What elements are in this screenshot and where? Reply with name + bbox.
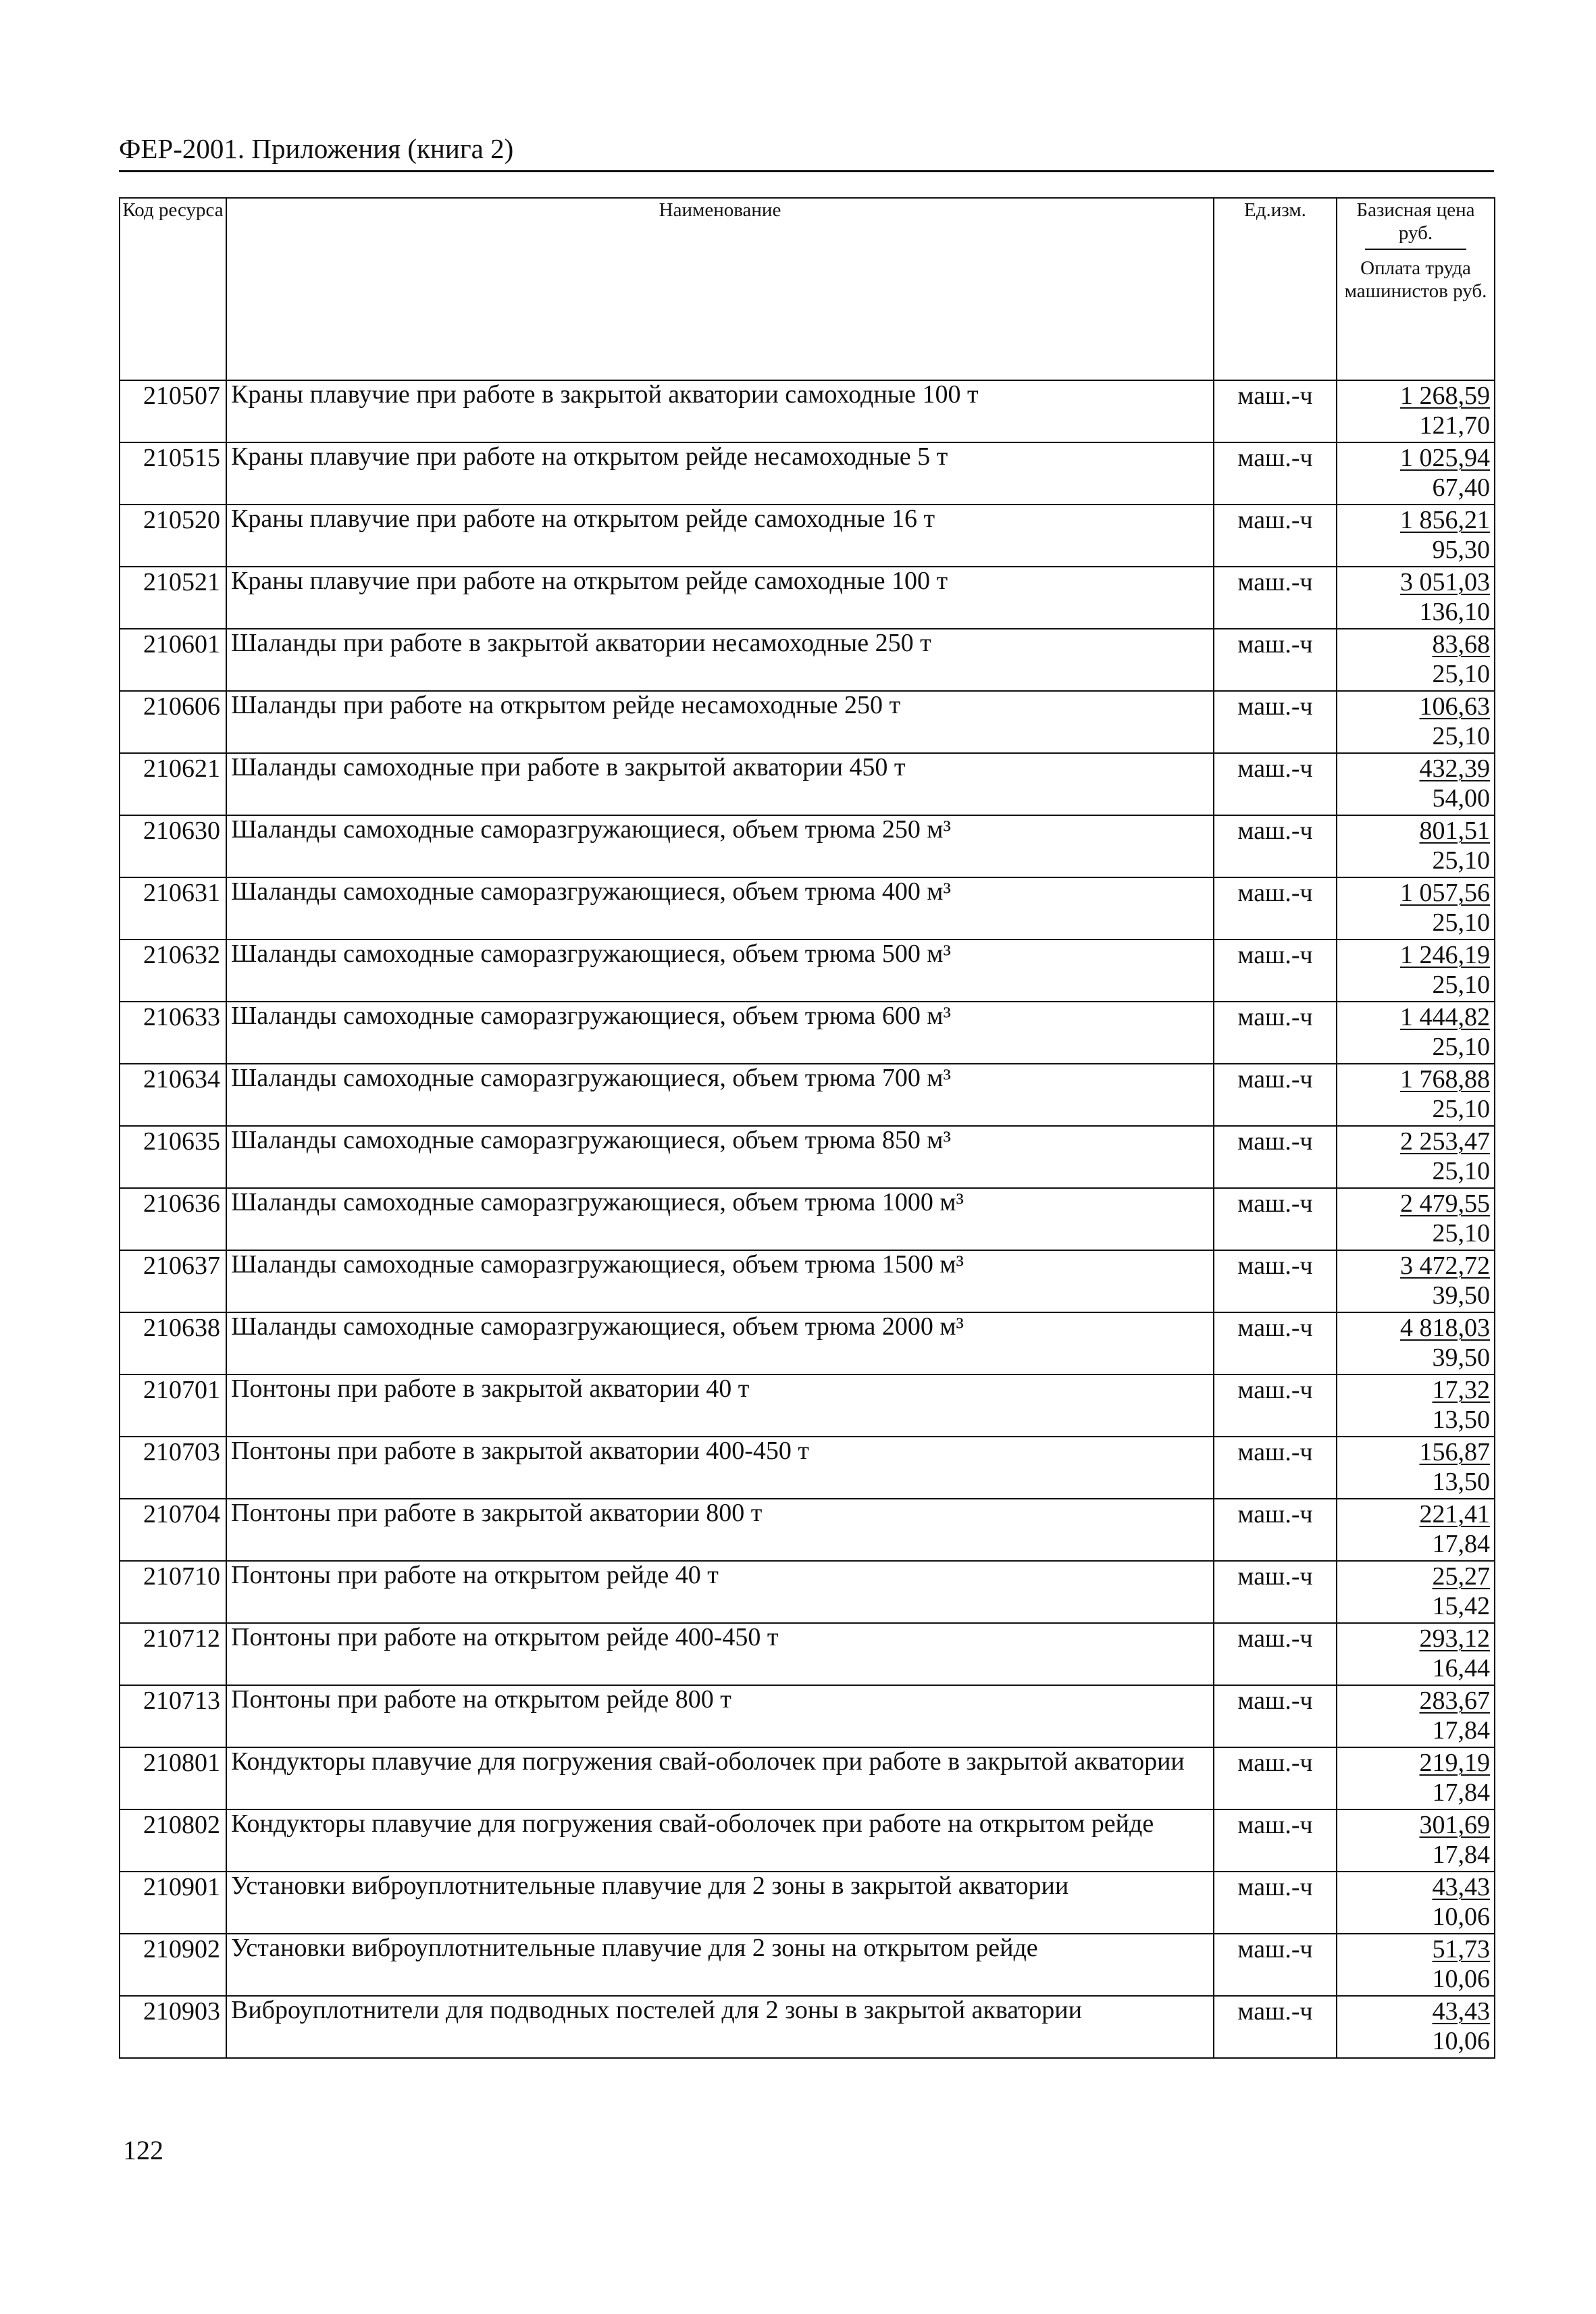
operator-labor-cost: 25,10 [1432, 722, 1490, 750]
table-row [120, 1685, 1495, 1747]
resource-name: Краны плавучие при работе в закрытой акватории самоходные 100 т [226, 380, 1214, 442]
base-price: 4 818,03 [1400, 1314, 1490, 1342]
resource-code: 210636 [120, 1188, 226, 1250]
base-price: 25,27 [1432, 1562, 1490, 1591]
resource-code: 210637 [120, 1250, 226, 1312]
resource-name: Шаланды при работе в закрытой акватории несамоходные 250 т [226, 629, 1214, 691]
operator-labor-cost: 25,10 [1432, 908, 1490, 937]
base-price: 1 246,19 [1400, 941, 1490, 969]
operator-labor-cost: 25,10 [1432, 1095, 1490, 1123]
operator-labor-cost: 17,84 [1432, 1778, 1490, 1807]
price-cell [1337, 1437, 1495, 1499]
resource-code: 210633 [120, 1002, 226, 1064]
base-price: 3 051,03 [1400, 568, 1490, 596]
table-row [120, 380, 1495, 442]
price-cell [1337, 442, 1495, 505]
table-body [120, 380, 1495, 2058]
base-price: 1 768,88 [1400, 1065, 1490, 1094]
table-row [120, 691, 1495, 753]
base-price: 301,69 [1419, 1811, 1490, 1839]
column-header-code: Код ресурса [120, 198, 226, 380]
price-cell [1337, 1188, 1495, 1250]
resource-code: 210704 [120, 1499, 226, 1561]
base-price: 432,39 [1419, 754, 1490, 783]
header-rule [119, 170, 1494, 172]
resource-code: 210703 [120, 1437, 226, 1499]
column-header-base-price: Базисная цена руб. [1356, 199, 1475, 244]
resource-code: 210621 [120, 753, 226, 815]
resource-name: Кондукторы плавучие для погружения свай-оболочек при работе на открытом рейде [226, 1809, 1214, 1872]
base-price: 156,87 [1419, 1438, 1490, 1466]
resource-unit: маш.-ч [1214, 1374, 1337, 1437]
base-price: 1 025,94 [1400, 444, 1490, 472]
resource-code: 210710 [120, 1561, 226, 1623]
resource-code: 210521 [120, 567, 226, 629]
table-row [120, 1250, 1495, 1312]
base-price: 3 472,72 [1400, 1252, 1490, 1280]
resource-code: 210507 [120, 380, 226, 442]
column-header-divider [1365, 249, 1466, 250]
resource-name: Понтоны при работе на открытом рейде 400-450 т [226, 1623, 1214, 1685]
operator-labor-cost: 10,06 [1432, 2027, 1490, 2055]
operator-labor-cost: 25,10 [1432, 1219, 1490, 1248]
resource-unit: маш.-ч [1214, 442, 1337, 505]
running-head: ФЕР-2001. Приложения (книга 2) [119, 133, 514, 164]
base-price: 43,43 [1432, 1997, 1490, 2026]
operator-labor-cost: 16,44 [1432, 1654, 1490, 1682]
resource-code: 210631 [120, 877, 226, 940]
resource-name: Понтоны при работе на открытом рейде 40 т [226, 1561, 1214, 1623]
price-cell [1337, 940, 1495, 1002]
base-price: 83,68 [1432, 630, 1490, 659]
resource-name: Шаланды самоходные саморазгружающиеся, объем трюма 1500 м³ [226, 1250, 1214, 1312]
resource-unit: маш.-ч [1214, 1872, 1337, 1934]
operator-labor-cost: 39,50 [1432, 1281, 1490, 1310]
base-price: 1 856,21 [1400, 506, 1490, 534]
operator-labor-cost: 136,10 [1419, 598, 1490, 626]
price-cell [1337, 505, 1495, 567]
resource-name: Краны плавучие при работе на открытом рейде самоходные 100 т [226, 567, 1214, 629]
price-cell [1337, 877, 1495, 940]
resource-name: Краны плавучие при работе на открытом рейде самоходные 16 т [226, 505, 1214, 567]
resource-code: 210606 [120, 691, 226, 753]
resource-unit: маш.-ч [1214, 629, 1337, 691]
table-row [120, 1374, 1495, 1437]
resource-name: Шаланды самоходные саморазгружающиеся, объем трюма 400 м³ [226, 877, 1214, 940]
operator-labor-cost: 17,84 [1432, 1530, 1490, 1558]
table-row [120, 1934, 1495, 1996]
resource-code: 210903 [120, 1996, 226, 2058]
price-cell [1337, 1623, 1495, 1685]
resource-unit: маш.-ч [1214, 1996, 1337, 2058]
price-cell [1337, 1002, 1495, 1064]
resource-unit: маш.-ч [1214, 1934, 1337, 1996]
base-price: 17,32 [1432, 1376, 1490, 1404]
price-cell [1337, 1809, 1495, 1872]
resource-unit: маш.-ч [1214, 691, 1337, 753]
resource-name: Шаланды самоходные саморазгружающиеся, объем трюма 500 м³ [226, 940, 1214, 1002]
resource-unit: маш.-ч [1214, 815, 1337, 877]
resource-code: 210601 [120, 629, 226, 691]
price-cell [1337, 567, 1495, 629]
resource-unit: маш.-ч [1214, 1623, 1337, 1685]
resource-name: Установки виброуплотнительные плавучие для 2 зоны на открытом рейде [226, 1934, 1214, 1996]
base-price: 221,41 [1419, 1500, 1490, 1528]
base-price: 43,43 [1432, 1873, 1490, 1901]
resource-unit: маш.-ч [1214, 1312, 1337, 1374]
price-cell [1337, 1499, 1495, 1561]
resource-name: Понтоны при работе в закрытой акватории 800 т [226, 1499, 1214, 1561]
resource-code: 210634 [120, 1064, 226, 1126]
operator-labor-cost: 17,84 [1432, 1841, 1490, 1869]
table-row [120, 1809, 1495, 1872]
resource-code: 210520 [120, 505, 226, 567]
resource-unit: маш.-ч [1214, 1747, 1337, 1809]
table-row [120, 1499, 1495, 1561]
base-price: 2 253,47 [1400, 1127, 1490, 1156]
resource-name: Шаланды самоходные саморазгружающиеся, объем трюма 850 м³ [226, 1126, 1214, 1188]
resource-code: 210632 [120, 940, 226, 1002]
resource-name: Шаланды самоходные саморазгружающиеся, объем трюма 700 м³ [226, 1064, 1214, 1126]
table-row [120, 1747, 1495, 1809]
resource-name: Кондукторы плавучие для погружения свай-оболочек при работе в закрытой акватории [226, 1747, 1214, 1809]
price-cell [1337, 1996, 1495, 2058]
price-cell [1337, 1934, 1495, 1996]
page-number: 122 [123, 2135, 163, 2165]
operator-labor-cost: 17,84 [1432, 1716, 1490, 1745]
table-row [120, 1126, 1495, 1188]
resource-code: 210802 [120, 1809, 226, 1872]
operator-labor-cost: 95,30 [1432, 536, 1490, 564]
price-cell [1337, 1685, 1495, 1747]
price-cell [1337, 1747, 1495, 1809]
operator-labor-cost: 25,10 [1432, 1157, 1490, 1185]
resource-unit: маш.-ч [1214, 877, 1337, 940]
price-cell [1337, 753, 1495, 815]
price-cell [1337, 629, 1495, 691]
operator-labor-cost: 25,10 [1432, 1033, 1490, 1061]
resource-unit: маш.-ч [1214, 753, 1337, 815]
table-row [120, 442, 1495, 505]
base-price: 219,19 [1419, 1749, 1490, 1777]
resource-unit: маш.-ч [1214, 1561, 1337, 1623]
base-price: 801,51 [1419, 817, 1490, 845]
price-cell [1337, 815, 1495, 877]
resource-unit: маш.-ч [1214, 1188, 1337, 1250]
table-row [120, 567, 1495, 629]
base-price: 2 479,55 [1400, 1189, 1490, 1218]
table-row [120, 753, 1495, 815]
operator-labor-cost: 54,00 [1432, 784, 1490, 813]
price-cell [1337, 691, 1495, 753]
price-cell [1337, 380, 1495, 442]
resource-name: Понтоны при работе в закрытой акватории 400-450 т [226, 1437, 1214, 1499]
resource-unit: маш.-ч [1214, 567, 1337, 629]
resource-unit: маш.-ч [1214, 1126, 1337, 1188]
table-row [120, 1623, 1495, 1685]
column-header-price [1337, 198, 1495, 380]
resource-code: 210712 [120, 1623, 226, 1685]
resource-code: 210638 [120, 1312, 226, 1374]
table-row [120, 1312, 1495, 1374]
resource-unit: маш.-ч [1214, 1499, 1337, 1561]
price-cell [1337, 1250, 1495, 1312]
resource-code: 210901 [120, 1872, 226, 1934]
table-row [120, 1188, 1495, 1250]
price-cell [1337, 1561, 1495, 1623]
resource-unit: маш.-ч [1214, 1002, 1337, 1064]
price-cell [1337, 1064, 1495, 1126]
base-price: 106,63 [1419, 692, 1490, 721]
price-cell [1337, 1312, 1495, 1374]
table-row [120, 877, 1495, 940]
base-price: 1 444,82 [1400, 1003, 1490, 1031]
operator-labor-cost: 10,06 [1432, 1903, 1490, 1931]
resource-name: Шаланды самоходные саморазгружающиеся, объем трюма 600 м³ [226, 1002, 1214, 1064]
table-row [120, 1064, 1495, 1126]
column-header-unit: Ед.изм. [1214, 198, 1337, 380]
resource-unit: маш.-ч [1214, 505, 1337, 567]
table-row [120, 1437, 1495, 1499]
table-row [120, 1996, 1495, 2058]
resource-unit: маш.-ч [1214, 1064, 1337, 1126]
price-cell [1337, 1374, 1495, 1437]
column-header-name: Наименование [226, 198, 1214, 380]
operator-labor-cost: 13,50 [1432, 1468, 1490, 1496]
base-price: 283,67 [1419, 1687, 1490, 1715]
resource-unit: маш.-ч [1214, 1685, 1337, 1747]
table-row [120, 1002, 1495, 1064]
resource-code: 210515 [120, 442, 226, 505]
resource-code: 210713 [120, 1685, 226, 1747]
price-cell [1337, 1872, 1495, 1934]
resource-name: Шаланды самоходные саморазгружающиеся, объем трюма 250 м³ [226, 815, 1214, 877]
table-row [120, 505, 1495, 567]
resource-unit: маш.-ч [1214, 1437, 1337, 1499]
resource-code: 210630 [120, 815, 226, 877]
resource-code: 210701 [120, 1374, 226, 1437]
base-price: 1 268,59 [1400, 382, 1490, 410]
resource-code: 210635 [120, 1126, 226, 1188]
resource-table [119, 197, 1495, 2059]
operator-labor-cost: 121,70 [1419, 411, 1490, 440]
operator-labor-cost: 67,40 [1432, 473, 1490, 502]
base-price: 51,73 [1432, 1935, 1490, 1963]
table-row [120, 815, 1495, 877]
table-header [120, 198, 1495, 380]
resource-name: Виброуплотнители для подводных постелей для 2 зоны в закрытой акватории [226, 1996, 1214, 2058]
resource-name: Понтоны при работе в закрытой акватории 40 т [226, 1374, 1214, 1437]
resource-name: Шаланды самоходные при работе в закрытой акватории 450 т [226, 753, 1214, 815]
resource-name: Шаланды при работе на открытом рейде несамоходные 250 т [226, 691, 1214, 753]
operator-labor-cost: 15,42 [1432, 1592, 1490, 1620]
resource-name: Краны плавучие при работе на открытом рейде несамоходные 5 т [226, 442, 1214, 505]
table-row [120, 1561, 1495, 1623]
table-row [120, 1872, 1495, 1934]
resource-code: 210902 [120, 1934, 226, 1996]
resource-name: Шаланды самоходные саморазгружающиеся, объем трюма 1000 м³ [226, 1188, 1214, 1250]
resource-unit: маш.-ч [1214, 1809, 1337, 1872]
operator-labor-cost: 13,50 [1432, 1406, 1490, 1434]
resource-unit: маш.-ч [1214, 1250, 1337, 1312]
price-cell [1337, 1126, 1495, 1188]
base-price: 293,12 [1419, 1624, 1490, 1653]
resource-unit: маш.-ч [1214, 380, 1337, 442]
operator-labor-cost: 39,50 [1432, 1343, 1490, 1372]
operator-labor-cost: 25,10 [1432, 660, 1490, 688]
resource-name: Понтоны при работе на открытом рейде 800 т [226, 1685, 1214, 1747]
column-header-operator-labor: Оплата труда машинистов руб. [1344, 257, 1487, 302]
operator-labor-cost: 25,10 [1432, 846, 1490, 875]
operator-labor-cost: 10,06 [1432, 1965, 1490, 1993]
operator-labor-cost: 25,10 [1432, 971, 1490, 999]
table-row [120, 940, 1495, 1002]
base-price: 1 057,56 [1400, 879, 1490, 907]
table-row [120, 629, 1495, 691]
resource-code: 210801 [120, 1747, 226, 1809]
resource-name: Шаланды самоходные саморазгружающиеся, объем трюма 2000 м³ [226, 1312, 1214, 1374]
resource-unit: маш.-ч [1214, 940, 1337, 1002]
resource-name: Установки виброуплотнительные плавучие для 2 зоны в закрытой акватории [226, 1872, 1214, 1934]
